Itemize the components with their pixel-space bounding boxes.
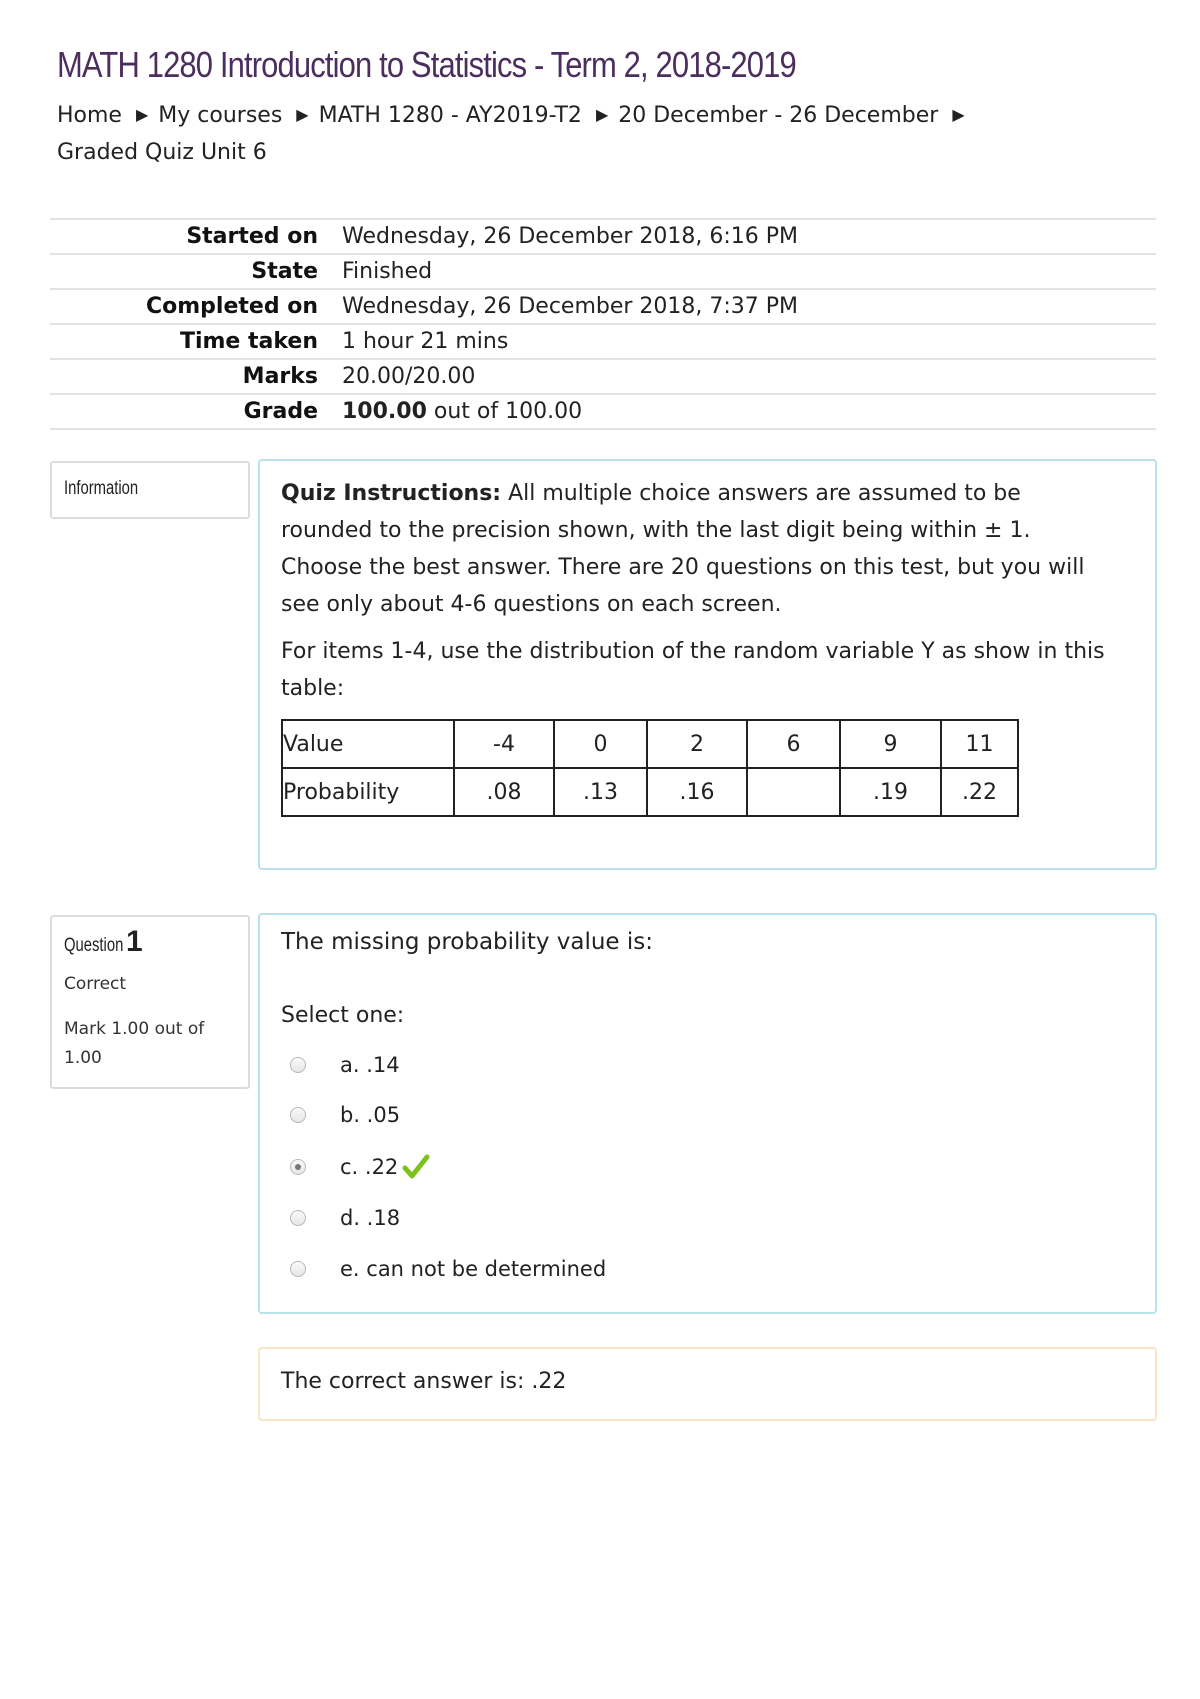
summary-value: 1 hour 21 mins	[342, 329, 509, 354]
information-label-box	[50, 461, 250, 519]
correct-answer-feedback	[258, 1347, 1157, 1421]
answer-label: d. .18	[340, 1206, 401, 1230]
summary-row-state	[50, 254, 1156, 289]
table-cell: .22	[941, 768, 1018, 816]
items-text: For items 1-4, use the distribution of the random variable Y as show in this table:	[281, 639, 1105, 701]
summary-label: Time taken	[179, 329, 318, 354]
question-info-box	[50, 915, 250, 1089]
breadcrumb-home[interactable]: Home	[57, 103, 122, 128]
radio-button[interactable]	[290, 1057, 306, 1073]
radio-button-selected[interactable]	[290, 1159, 306, 1175]
table-cell: 9	[840, 720, 941, 768]
feedback-text: The correct answer is: .22	[281, 1369, 567, 1394]
table-cell: 2	[647, 720, 747, 768]
table-row-header: Value	[282, 720, 454, 768]
course-title: MATH 1280 Introduction to Statistics - Term 2, 2018-2019	[57, 44, 796, 85]
information-label: Information	[64, 478, 139, 499]
question-content	[258, 913, 1157, 1314]
instructions-text: All multiple choice answers are assumed to be rounded to the precision shown, with the last digit being within ± 1. Choose the best answer. There are 20 questions on this test, but you will see only about 4-6 questions on each screen.	[281, 481, 1085, 617]
select-one-prompt: Select one:	[281, 1003, 405, 1028]
breadcrumb-separator-icon: ▶	[595, 105, 609, 124]
question-state: Correct	[64, 974, 127, 994]
question-text: The missing probability value is:	[281, 929, 654, 955]
table-cell-missing	[747, 768, 840, 816]
answer-option-d[interactable]	[290, 1200, 400, 1236]
instructions-lead: Quiz Instructions:	[281, 481, 502, 506]
breadcrumb-course[interactable]: MATH 1280 - AY2019-T2	[318, 103, 582, 128]
table-cell: 11	[941, 720, 1018, 768]
breadcrumb-separator-icon: ▶	[952, 105, 965, 124]
table-cell: .16	[647, 768, 747, 816]
breadcrumb	[57, 96, 1057, 171]
breadcrumb-separator-icon: ▶	[296, 105, 309, 124]
summary-label: State	[251, 259, 318, 284]
value-row	[282, 720, 1018, 768]
breadcrumb-week[interactable]: 20 December - 26 December	[618, 103, 939, 128]
answer-label: c. .22	[340, 1155, 399, 1179]
question-label: Question	[64, 935, 124, 956]
radio-button[interactable]	[290, 1210, 306, 1226]
summary-value: 20.00/20.00	[342, 364, 476, 389]
summary-label: Grade	[243, 399, 318, 424]
summary-row-marks	[50, 359, 1156, 394]
summary-row-started	[50, 219, 1156, 254]
breadcrumb-quiz[interactable]: Graded Quiz Unit 6	[57, 140, 267, 165]
summary-label: Started on	[186, 224, 318, 249]
answer-option-a[interactable]	[290, 1047, 400, 1083]
summary-row-time-taken	[50, 324, 1156, 359]
grade-value: 100.00	[342, 399, 427, 424]
answer-option-b[interactable]	[290, 1097, 400, 1133]
question-number: 1	[126, 925, 143, 958]
answer-option-e[interactable]	[290, 1251, 606, 1287]
answer-label: e. can not be determined	[340, 1257, 607, 1281]
answer-option-c[interactable]	[290, 1149, 430, 1185]
summary-label: Marks	[242, 364, 318, 389]
attempt-summary-table	[50, 218, 1156, 430]
radio-button[interactable]	[290, 1261, 306, 1277]
table-row-header: Probability	[282, 768, 454, 816]
distribution-table	[281, 719, 1019, 817]
information-content	[258, 459, 1157, 870]
radio-button[interactable]	[290, 1107, 306, 1123]
summary-value: Finished	[342, 259, 433, 284]
quiz-instructions	[281, 475, 1111, 623]
summary-row-grade	[50, 394, 1156, 429]
grade-suffix: out of 100.00	[433, 399, 583, 424]
summary-value: Wednesday, 26 December 2018, 6:16 PM	[342, 224, 799, 249]
table-cell: .19	[840, 768, 941, 816]
answer-label: a. .14	[340, 1053, 400, 1077]
answer-label: b. .05	[340, 1103, 401, 1127]
summary-value	[342, 394, 1156, 429]
table-cell: .08	[454, 768, 554, 816]
breadcrumb-separator-icon: ▶	[135, 105, 149, 124]
table-cell: .13	[554, 768, 647, 816]
table-cell: 6	[747, 720, 840, 768]
summary-row-completed	[50, 289, 1156, 324]
summary-label: Completed on	[145, 294, 318, 319]
probability-row	[282, 768, 1018, 816]
correct-check-icon	[402, 1153, 430, 1181]
summary-value: Wednesday, 26 December 2018, 7:37 PM	[342, 294, 799, 319]
table-cell: 0	[554, 720, 647, 768]
table-cell: -4	[454, 720, 554, 768]
breadcrumb-my-courses[interactable]: My courses	[158, 103, 283, 128]
question-mark: Mark 1.00 out of 1.00	[64, 1019, 205, 1068]
